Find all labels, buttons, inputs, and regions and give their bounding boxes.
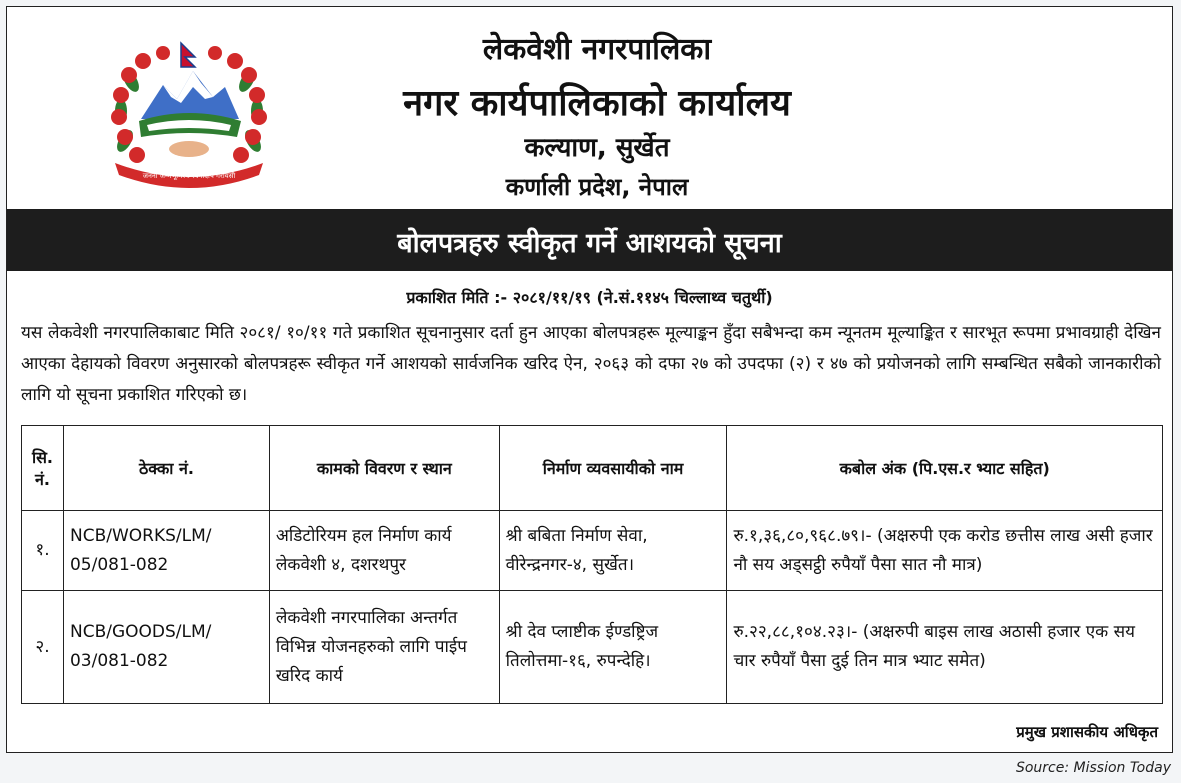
row-contract: NCB/GOODS/LM/ 03/081-082 (63, 591, 269, 704)
row-amount: रु.१,३६,८०,९६८.७९।- (अक्षरुपी एक करोड छत्तीस लाख असी हजार नौ सय अड्सट्ठी रुपैयाँ पैसा सात नौ मात्र) (727, 511, 1163, 591)
row-work: अडिटोरियम हल निर्माण कार्य लेकवेशी ४, दशरथपुर (269, 511, 499, 591)
row-sn: २. (22, 591, 64, 704)
row-builder: श्री बबिता निर्माण सेवा, वीरेन्द्रनगर-४, सुर्खेत। (499, 511, 727, 591)
source-credit: Source: Mission Today (1015, 760, 1171, 776)
office-location: कल्याण, सुर्खेत (524, 133, 670, 163)
row-work: लेकवेशी नगरपालिका अन्तर्गत विभिन्न योजनहरुको लागि पाईप खरिद कार्य (269, 591, 499, 704)
table-row (22, 511, 1163, 591)
notice-body: यस लेकवेशी नगरपालिकाबाट मिति २०८१/ १०/११ गते प्रकाशित सूचनानुसार दर्ता हुन आएका बोलपत्रहरू मूल्याङ्कन हुँदा सबैभन्दा कम न्यूनतम मूल्याङ्कित र सारभूत रूपमा प्रभावग्राही देखिन आएका देहायको विवरण अनुसारको बोलपत्रहरू स्वीकृत गर्ने आशयको सार्वजनिक खरिद ऐन, २०६३ को दफा २७ को उपदफा (२) र ४७ को प्रयोजनको लागि सम्बन्धित सबैको जानकारीको लागि यो सूचना प्रकाशित गरिएको छ। (21, 323, 1161, 405)
office-province: कर्णाली प्रदेश, नेपाल (505, 173, 689, 201)
header-sn: सि. नं. (22, 426, 64, 511)
header-work: कामको विवरण र स्थान (269, 426, 499, 511)
header-builder: निर्माण व्यवसायीको नाम (499, 426, 727, 511)
row-sn: १. (22, 511, 64, 591)
signer-title: प्रमुख प्रशासकीय अधिकृत (1016, 723, 1158, 741)
header-contract: ठेक्का नं. (63, 426, 269, 511)
nepal-emblem-icon (101, 41, 277, 189)
header-amount: कबोल अंक (पि.एस.र भ्याट सहित) (727, 426, 1163, 511)
bid-table (21, 425, 1163, 704)
table-row (22, 591, 1163, 704)
row-contract: NCB/WORKS/LM/ 05/081-082 (63, 511, 269, 591)
office-name: नगर कार्यपालिकाको कार्यालय (403, 83, 791, 124)
published-date: प्रकाशित मिति :- २०८१/११/१९ (ने.सं.११४५ चिल्लाथ्व चतुर्थी) (406, 288, 773, 307)
municipality-name: लेकवेशी नगरपालिका (482, 32, 712, 67)
row-amount: रु.२२,८८,१०४.२३।- (अक्षरुपी बाइस लाख अठासी हजार एक सय चार रुपैयाँ पैसा दुई तिन मात्र भ्याट समेत) (727, 591, 1163, 704)
title-band (7, 209, 1172, 271)
row-builder: श्री देव प्लाष्टीक ईण्डष्ट्रिज तिलोत्तमा-१६, रुपन्देहि। (499, 591, 727, 704)
notice-page (6, 6, 1173, 753)
notice-title: बोलपत्रहरु स्वीकृत गर्ने आशयको सूचना (397, 228, 782, 259)
table-header-row (22, 426, 1163, 511)
emblem-motto: जननी जन्मभूमिश्च स्वर्गादपि गरीयसी (142, 172, 236, 180)
